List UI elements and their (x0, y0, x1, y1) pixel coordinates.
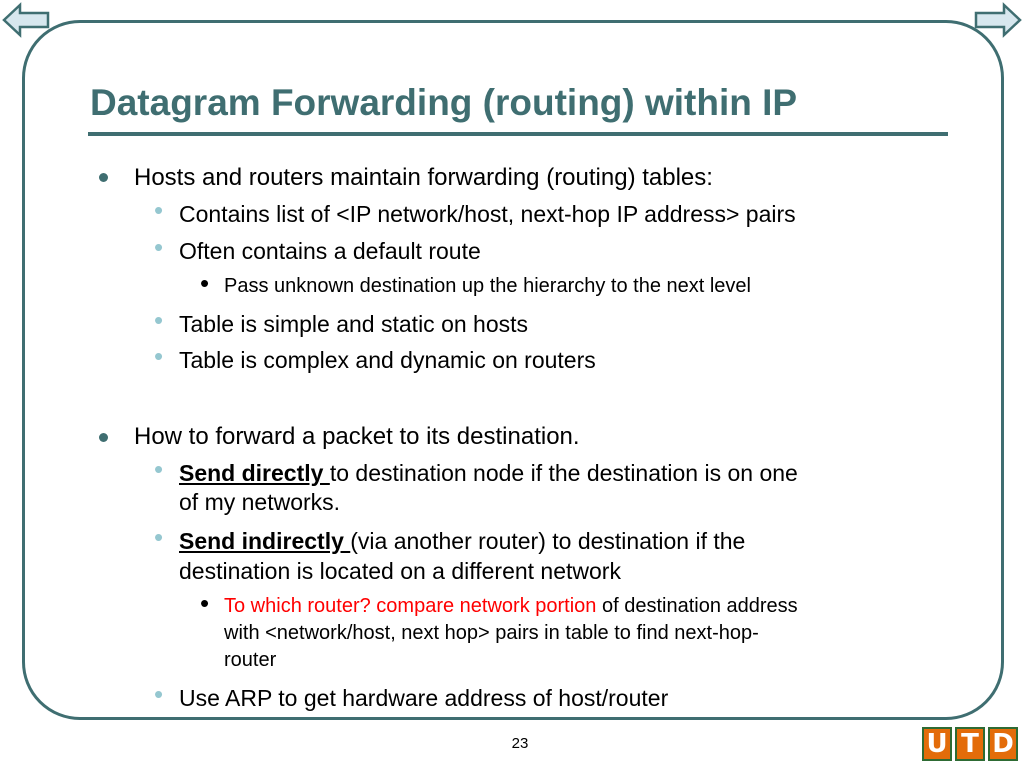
bullet-2-sub-2-a-line-3: router (224, 649, 277, 671)
highlight-text: To which router? compare network portion (224, 595, 597, 617)
sub-bullet-dot-icon: • (154, 679, 164, 709)
bullet-2-sub-2-rest: (via another router) to destination if the (350, 528, 746, 554)
bullet-1-sub-2-a: Pass unknown destination up the hierarchy to the next level (224, 275, 751, 297)
bullet-2-sub-2-line-2: destination is located on a different network (179, 558, 621, 584)
sub-sub-bullet-dot-icon: • (200, 268, 210, 298)
sub-bullet-dot-icon: • (154, 232, 164, 262)
bullet-2-sub-2-a-line-2: with <network/host, next hop> pairs in table to find next-hop- (224, 622, 759, 644)
bullet-1-sub-2: Often contains a default route (179, 238, 481, 264)
logo-letter-t: T (955, 727, 985, 761)
sub-bullet-dot-icon: • (154, 195, 164, 225)
bullet-1-sub-1: Contains list of <IP network/host, next-hop IP address> pairs (179, 201, 796, 227)
bullet-2-sub-1-line-2: of my networks. (179, 489, 341, 515)
bullet-1-sub-3: Table is simple and static on hosts (179, 311, 529, 337)
bullet-2-sub-3: Use ARP to get hardware address of host/router (179, 685, 669, 711)
bullet-2-sub-1-line-1 (179, 460, 798, 487)
bullet-1-sub-4: Table is complex and dynamic on routers (179, 347, 596, 373)
logo-letter-d: D (988, 727, 1018, 761)
bullet-2-text: How to forward a packet to its destination. (134, 423, 580, 450)
sub-sub-bullet-dot-icon: • (200, 588, 210, 618)
send-directly-term: Send directly (179, 460, 330, 486)
bullet-dot-icon (99, 433, 108, 442)
utd-logo (922, 727, 1018, 761)
bullet-dot-icon (99, 173, 108, 182)
sub-bullet-dot-icon: • (154, 522, 164, 552)
slide-title: Datagram Forwarding (routing) within IP (90, 82, 798, 123)
logo-letter-u: U (922, 727, 952, 761)
sub-bullet-dot-icon: • (154, 454, 164, 484)
bullet-2-sub-2-line-1 (179, 528, 745, 555)
bullet-2-sub-2-a-rest: of destination address (596, 595, 798, 617)
bullet-2-sub-1-rest: to destination node if the destination is on one (329, 460, 798, 486)
page-number: 23 (511, 735, 529, 752)
sub-bullet-dot-icon: • (154, 305, 164, 335)
sub-bullet-dot-icon: • (154, 341, 164, 371)
bullet-2-sub-2-a-line-1 (224, 595, 798, 618)
send-indirectly-term: Send indirectly (179, 528, 351, 554)
bullet-1-text: Hosts and routers maintain forwarding (routing) tables: (134, 164, 713, 191)
